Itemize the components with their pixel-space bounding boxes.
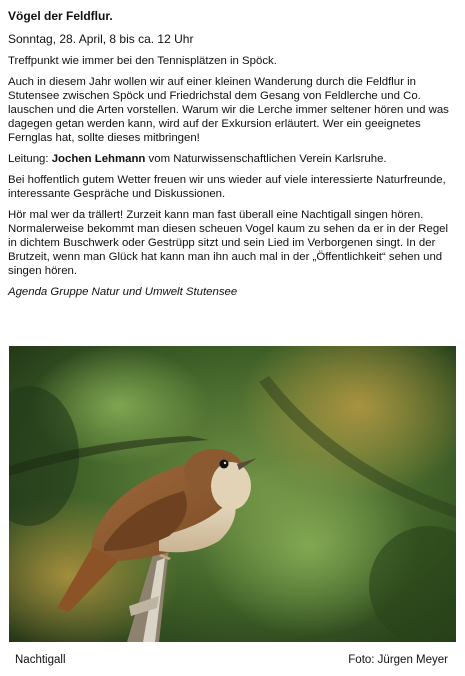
photo-caption: Nachtigall [15,654,66,666]
leader-paragraph [8,152,460,166]
event-date: Sonntag, 28. April, 8 bis ca. 12 Uhr [8,32,194,46]
article-title: Vögel der Feldflur. [8,9,113,23]
leader-label: Leitung: [8,153,52,165]
meeting-point: Treffpunkt wie immer bei den Tennisplätzen in Spöck. [8,55,277,67]
weather-paragraph: Bei hoffentlich gutem Wetter freuen wir uns wieder auf viele interessierte Naturfreunde, interessante Gespräche und Diskussionen. [8,174,446,200]
nightingale-photo [9,346,456,642]
photo-credit: Foto: Jürgen Meyer [348,654,448,666]
nightingale-paragraph: Hör mal wer da trällert! Zurzeit kann man fast überall eine Nachtigall singen hören. Normalerweise bekommt man diesen scheuen Vogel kaum zu sehen da er in der Regel in dichtem Buschwerk oder Gestrüpp sitzt und sein Lied im Verborgenen singt. In der Brutzeit, wenn man Glück hat kann man ihn auch mal in der „Öffentlichkeit“ sehen und singen hören. [8,209,449,277]
article-text [8,9,460,306]
leader-name: Jochen Lehmann [51,153,146,165]
nightingale-illustration [9,346,456,642]
leader-organization: vom Naturwissenschaftlichen Verein Karlsruhe. [145,153,387,165]
signature: Agenda Gruppe Natur und Umwelt Stutensee [8,286,238,298]
intro-paragraph: Auch in diesem Jahr wollen wir auf einer kleinen Wanderung durch die Feldflur in Stutensee zwischen Spöck und Friedrichstal dem Gesang von Feldlerche und Co. lauschen und die Arten vorstellen. Warum wir die Lerche immer seltener hören und was dagegen getan werden kann, wird auf der Exkursion erläutert. Wer ein geeignetes Fernglas hat, sollte dieses mitbringen! [8,76,449,144]
